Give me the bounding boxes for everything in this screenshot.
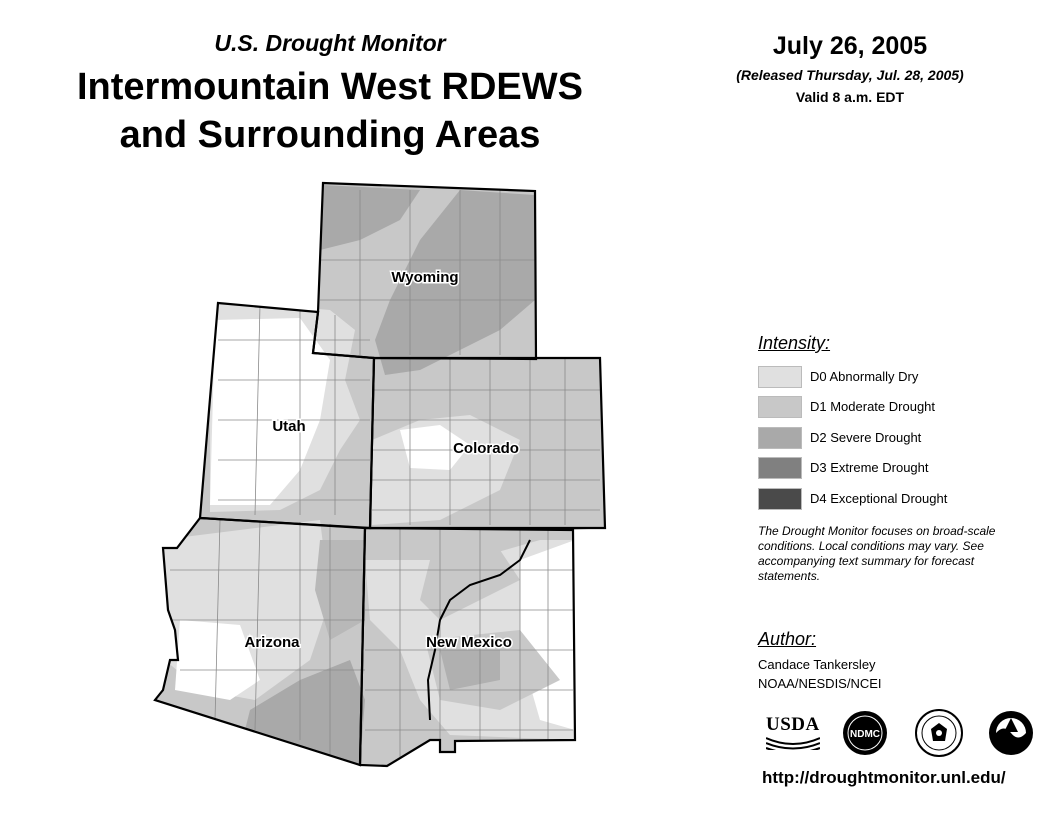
author-heading: Author: [758,629,817,649]
legend-label-d1: D1 Moderate Drought [810,399,936,414]
legend-swatch-d1 [758,396,802,418]
state-label-arizona: Arizona [244,634,300,651]
commerce-seal-icon [915,709,963,757]
website-link[interactable]: http://droughtmonitor.unl.edu/ [762,768,1006,787]
legend-swatch-d3 [758,457,802,479]
usda-logo: USDA [766,714,820,750]
map-title-line1: Intermountain West RDEWS [77,66,583,108]
valid-time: Valid 8 a.m. EDT [795,89,905,105]
noaa-logo-icon [988,710,1034,756]
ndmc-logo [842,710,888,756]
state-label-wyoming: Wyoming [391,269,459,286]
map-date: July 26, 2005 [772,32,928,60]
state-label-colorado: Colorado [453,440,519,457]
author-name: Candace Tankersley [758,657,876,672]
legend-label-d3: D3 Extreme Drought [810,460,929,475]
legend-swatch-d4 [758,488,802,510]
state-label-utah: Utah [272,418,306,435]
map-subtitle: U.S. Drought Monitor [214,30,446,56]
legend-heading: Intensity: [758,333,831,353]
release-date: (Released Thursday, Jul. 28, 2005) [736,67,964,83]
legend-label-d4: D4 Exceptional Drought [810,491,948,506]
author-org: NOAA/NESDIS/NCEI [758,676,882,691]
svg-text:NDMC: NDMC [850,729,880,740]
map-title-line2: and Surrounding Areas [119,114,541,156]
legend-swatch-d2 [758,427,802,449]
legend-label-d0: D0 Abnormally Dry [810,369,919,384]
legend-swatch-d0 [758,366,802,388]
state-label-new-mexico: New Mexico [426,634,512,651]
legend-label-d2: D2 Severe Drought [810,430,922,445]
legend-note: The Drought Monitor focuses on broad-scale conditions. Local conditions may vary. See accompanying text summary for forecast statements. [758,524,996,583]
